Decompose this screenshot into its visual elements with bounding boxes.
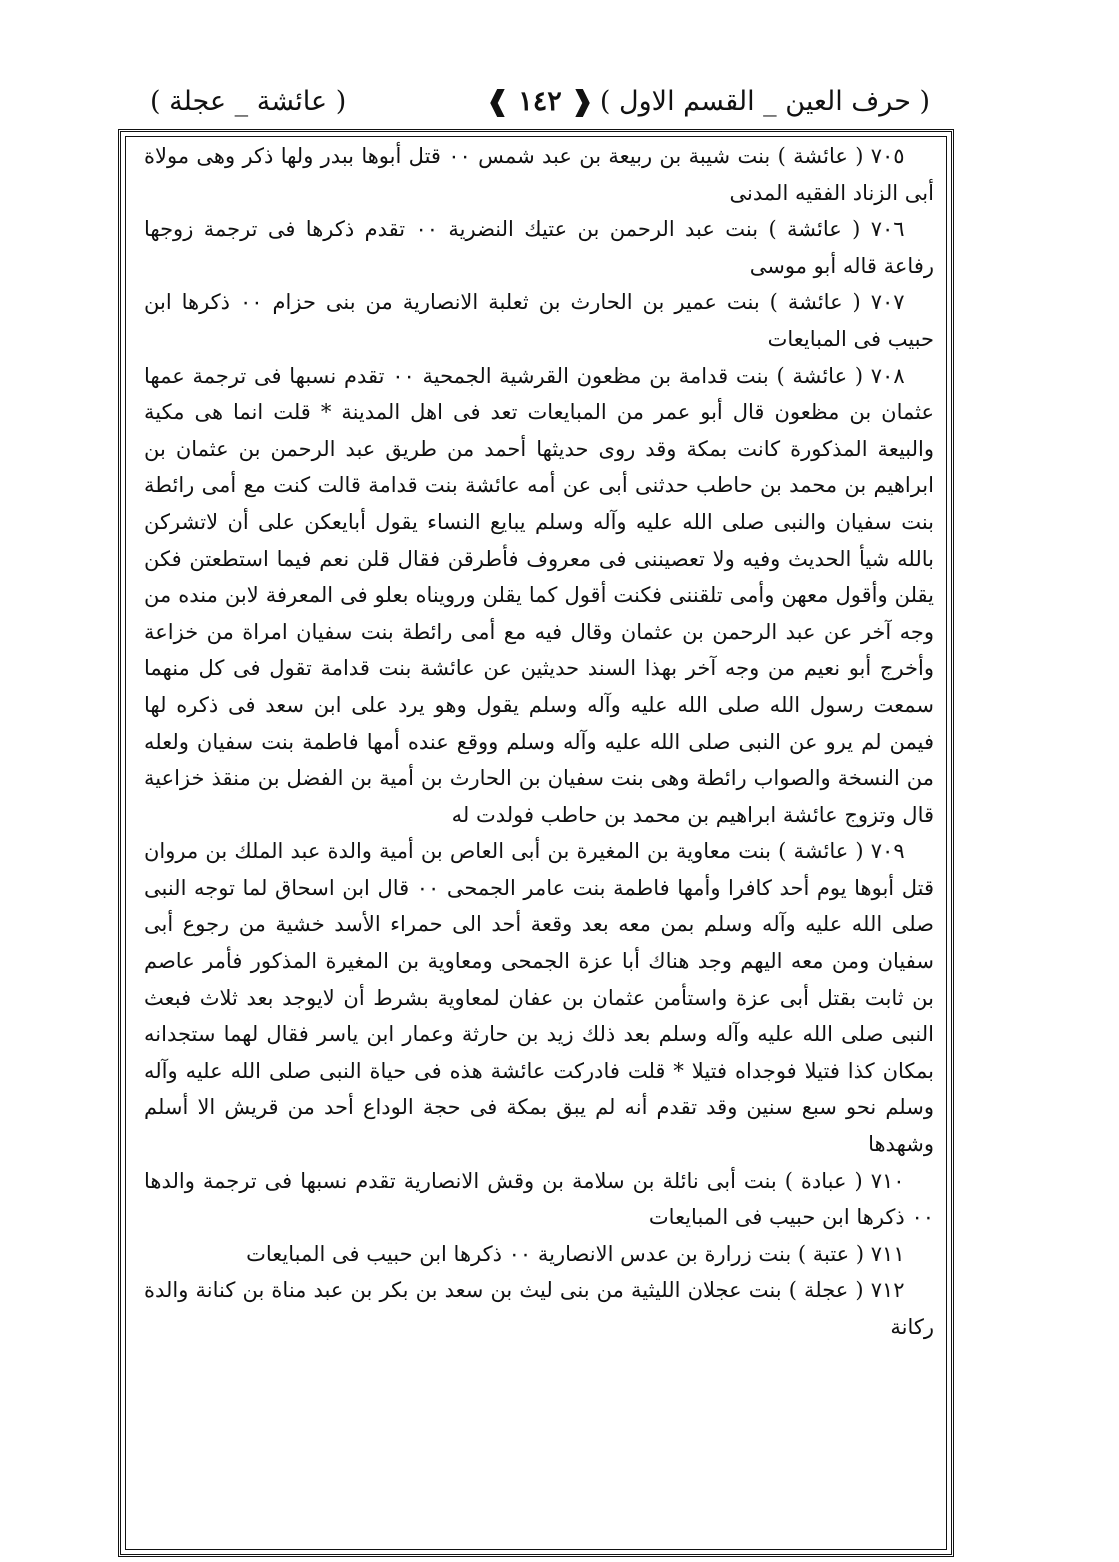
- entry-708: [144, 358, 934, 834]
- entry-text: بنت شيبة بن ربيعة بن عبد شمس ٠٠ قتل أبوها ببدر ولها ذكر وهى مولاة أبى الزناد الفقيه المدنى: [144, 144, 934, 205]
- entry-text: بنت عبد الرحمن بن عتيك النضرية ٠٠ تقدم ذكرها فى ترجمة زوجها رفاعة قاله أبو موسى: [144, 217, 934, 278]
- entry-name: ( عائشة ): [776, 363, 864, 388]
- entry-712: [144, 1272, 934, 1345]
- entry-name: ( عائشة ): [778, 839, 864, 864]
- entry-text: بنت عجلان الليثية من بنى ليث بن سعد بن بكر بن عبد مناة بن كنانة والدة ركانة: [144, 1278, 934, 1339]
- names-range: ( عائشة _ عجلة ): [150, 86, 347, 117]
- entry-name: ( عبادة ): [784, 1168, 863, 1193]
- entry-707: [144, 284, 934, 357]
- entry-number: ٧١٢: [870, 1278, 905, 1303]
- entry-number: ٧١١: [870, 1241, 905, 1266]
- entry-number: ٧٠٧: [870, 290, 905, 315]
- entry-name: ( عائشة ): [768, 217, 861, 242]
- page-header: [150, 80, 930, 124]
- entry-name: ( عجلة ): [788, 1278, 864, 1303]
- section-title: ( حرف العين _ القسم الاول ): [599, 86, 930, 117]
- entry-number: ٧٠٥: [870, 144, 905, 168]
- entry-number: ٧٠٩: [870, 839, 905, 864]
- entry-text: بنت عمير بن الحارث بن ثعلبة الانصارية من بنى حزام ٠٠ ذكرها ابن حبيب فى المبايعات: [144, 290, 934, 351]
- entry-text: بنت أبى نائلة بن سلامة بن وقش الانصارية تقدم نسبها فى ترجمة والدها ٠٠ ذكرها ابن حبيب فى المبايعات: [144, 1168, 934, 1230]
- entry-number: ٧٠٨: [870, 363, 905, 388]
- entry-710: [144, 1163, 934, 1236]
- entry-name: ( عتبة ): [797, 1241, 865, 1266]
- entry-name: ( عائشة ): [777, 144, 864, 168]
- entry-706: [144, 211, 934, 284]
- text-body: [144, 138, 934, 1346]
- entry-705: [144, 138, 934, 211]
- entry-text: بنت قدامة بن مظعون القرشية الجمحية ٠٠ تقدم نسبها فى ترجمة عمها عثمان بن مظعون قال أبو عمر من المبايعات تعد فى اهل المدينة * قلت انما هى مكية والبيعة المذكورة كانت بمكة وقد روى حديثها أحمد من طريق عبد الرحمن بن عثمان بن ابراهيم بن محمد بن حاطب حدثنى أبى عن أمه عائشة بنت قدامة قالت كنت مع أمى رائطة بنت سفيان والنبى صلى الله عليه وآله وسلم يبايع النساء يقول أبايعكن على أن لاتشركن بالله شيأ الحديث وفيه ولا تعصيننى فى معروف فأطرقن فقال قلن نعم فيما استطعتن فكن يقلن وأقول معهن وأمى تلقننى فكنت أقول كما يقلن ورويناه بعلو فى المعرفة لابن منده من وجه آخر عن عبد الرحمن بن عثمان وقال فيه مع أمى رائطة بنت سفيان امراة من خزاعة وأخرج أبو نعيم من وجه آخر بهذا السند حديثين عن عائشة بنت قدامة تقول فى كل منهما سمعت رسول الله صلى الله عليه وآله وسلم يقول وهو يرد على ابن سعد فى ذكره لها فيمن لم يرو عن النبى صلى الله عليه وآله وسلم ووقع عنده أمها فاطمة بنت سفيان ولعله من النسخة والصواب رائطة وهى بنت سفيان بن الحارث بن أمية بن الفضل بن منقذ خزاعية قال وتزوج عائشة ابراهيم بن محمد بن حاطب فولدت له: [144, 363, 935, 827]
- entry-number: ٧١٠: [870, 1168, 905, 1193]
- entry-711: [144, 1236, 934, 1273]
- entry-text: بنت زرارة بن عدس الانصارية ٠٠ ذكرها ابن حبيب فى المبايعات: [246, 1241, 792, 1266]
- entry-709: [144, 833, 934, 1162]
- entry-number: ٧٠٦: [870, 217, 905, 242]
- entry-name: ( عائشة ): [769, 290, 861, 315]
- page-number: ❰ ١٤٢ ❱: [486, 86, 594, 117]
- entry-text: بنت معاوية بن المغيرة بن أبى العاص بن أمية والدة عبد الملك بن مروان قتل أبوها يوم أحد كافرا وأمها فاطمة بنت عامر الجمحى ٠٠ قال ابن اسحاق لما توجه النبى صلى الله عليه وآله وسلم بمن معه بعد وقعة أحد الى حمراء الأسد خشية من رجوع أبى سفيان ومن معه اليهم وجد هناك أبا عزة الجمحى ومعاوية بن المغيرة المذكور فأمر عاصم بن ثابت بقتل أبى عزة واستأمن عثمان بن عفان لمعاوية بشرط أن لايوجد بعد ثلاث فبعث النبى صلى الله عليه وآله وسلم بعد ذلك زيد بن حارثة وعمار ابن ياسر فقال لهما ستجدانه بمكان كذا فتيلا فوجداه فتيلا * قلت فادركت عائشة هذه فى حياة النبى صلى الله عليه وآله وسلم نحو سبع سنين وقد تقدم أنه لم يبق بمكة فى حجة الوداع أحد من قريش الا أسلم وشهدها: [144, 839, 934, 1157]
